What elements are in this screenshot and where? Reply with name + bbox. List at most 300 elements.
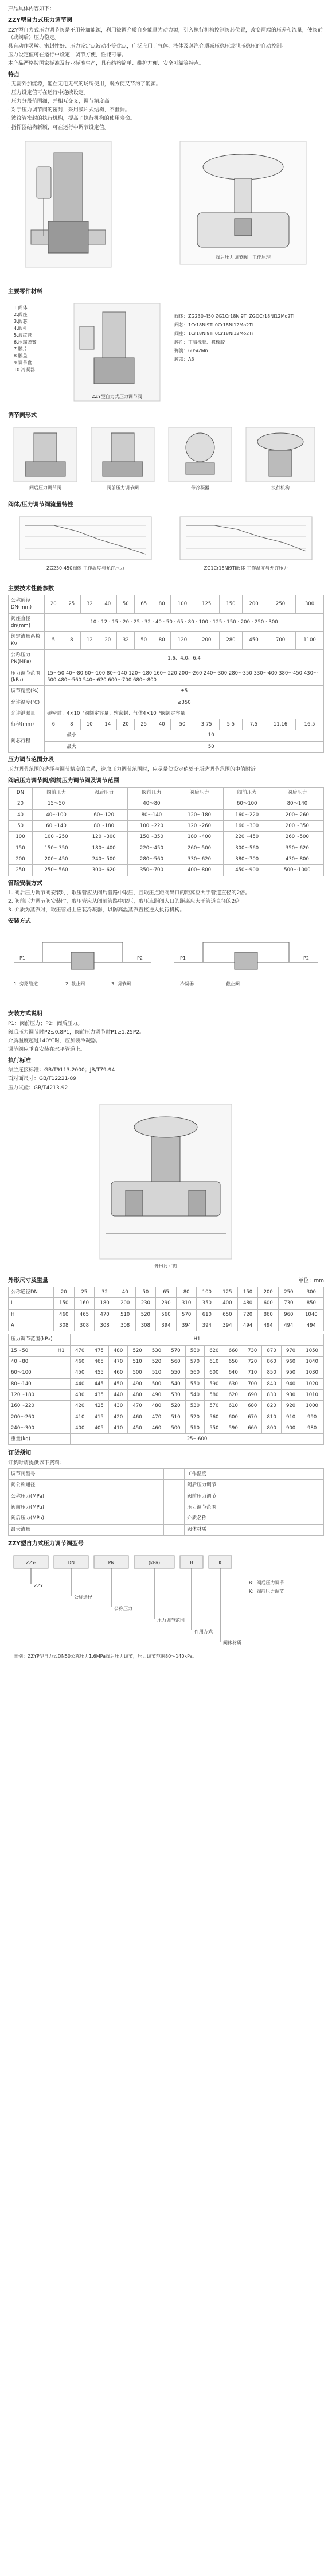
table-row	[9, 1401, 324, 1412]
table-row	[9, 1502, 324, 1513]
table-header: 阀后压力	[271, 788, 323, 798]
standards-title: 执行标准	[8, 1057, 31, 1064]
model-section	[8, 1540, 324, 1666]
table-row	[9, 788, 324, 798]
table-cell: 870	[262, 1345, 281, 1356]
table-cell: 494	[279, 1320, 299, 1331]
dims-table	[8, 1287, 324, 1331]
standard-line: 法兰连接标准：GB/T9113-2000；JB/T79-94	[8, 1067, 115, 1074]
table-cell: 494	[258, 1320, 279, 1331]
table-header: 20	[53, 1287, 74, 1298]
note-line: 3. 介质为蒸汽时，取压管路上应装冷凝器，以防高温蒸汽直接进入执行机构。	[8, 907, 185, 914]
table-cell	[163, 1524, 184, 1535]
variants-figure	[8, 422, 324, 493]
table-cell: 540	[166, 1378, 185, 1389]
table-cell: 560	[205, 1412, 224, 1423]
structure-legend-item: 10.冷凝器	[14, 367, 35, 373]
table-cell: 阀前压力(MPa)	[9, 1502, 164, 1513]
seat-value: 12	[101, 619, 108, 625]
table-cell: 40	[153, 719, 170, 730]
table-cell: 405	[89, 1423, 108, 1433]
table-cell: 530	[185, 1401, 204, 1412]
structure-legend-item: 9.调节盘	[14, 360, 32, 366]
table-cell: 450	[242, 632, 265, 650]
table-row	[9, 708, 324, 719]
feature-item: · 波纹管密封的执行机构，提高了执行机构的使用寿命。	[8, 116, 135, 122]
table-cell: 8	[63, 632, 80, 650]
table-cell: 570	[205, 1401, 224, 1412]
model-label: 公称压力	[114, 1606, 132, 1612]
table-row	[9, 1434, 324, 1445]
model-code: K	[218, 1560, 222, 1566]
table-cell: 200～450	[33, 854, 80, 864]
install-note-line: 介质温度超过140℃时，应加装冷凝器。	[8, 1038, 101, 1044]
table-cell: 540	[185, 1389, 204, 1400]
table-row	[9, 1389, 324, 1400]
table-cell: 650	[217, 1309, 238, 1320]
table-cell: 300～620	[80, 865, 128, 876]
install-valve-right	[235, 952, 257, 969]
model-footer: 示例：ZZYP型自力式DN50公称压力1.6MPa阀后压力调节，压力调节范围80～140kPa。	[14, 1654, 197, 1659]
structure-legend-item: 4.阀杆	[14, 326, 28, 332]
structure-legend-item: 7.膜片	[14, 346, 28, 352]
table-cell: 830	[262, 1389, 281, 1400]
order-section	[8, 1449, 324, 1535]
table-cell: 260～500	[175, 843, 223, 854]
variants-section	[8, 412, 324, 498]
table-cell: 460	[71, 1356, 89, 1367]
table-cell: 420	[71, 1401, 89, 1412]
table-cell: 100～250	[33, 832, 80, 843]
table-cell: 350～620	[271, 843, 323, 854]
table-row	[9, 1491, 324, 1502]
table-cell: 5	[45, 632, 63, 650]
standard-line: 压力试验：GB/T4213-92	[8, 1085, 68, 1091]
table-cell: 430～800	[271, 854, 323, 864]
table-cell: 420	[108, 1412, 127, 1423]
table-cell: 610	[224, 1401, 243, 1412]
table-cell: 160	[74, 1298, 95, 1309]
table-cell: 920	[281, 1401, 300, 1412]
structure-figure	[8, 298, 324, 404]
seat-value: 150	[226, 619, 236, 625]
table-header: 50	[135, 1287, 156, 1298]
table-row	[9, 865, 324, 876]
table-cell: 5.5	[219, 719, 242, 730]
table-row	[9, 1513, 324, 1524]
table-cell	[52, 1423, 71, 1433]
perf-kv-label: 额定流量系数Kv	[9, 632, 45, 650]
table-cell: 475	[89, 1345, 108, 1356]
install-note-line: 调节阀应垂直安装在水平管道上。	[8, 1046, 86, 1053]
table-cell: 60～120	[80, 809, 128, 820]
table-cell: 530	[166, 1389, 185, 1400]
table-cell: 180～400	[175, 832, 223, 843]
table-cell: 490	[147, 1389, 166, 1400]
table-cell: 150	[9, 843, 33, 854]
perf-dn-label: 公称通径DN(mm)	[9, 595, 45, 614]
table-cell	[163, 1491, 184, 1502]
table-cell	[52, 1367, 71, 1378]
standard-line: 面对面尺寸：GB/T12221-89	[8, 1076, 77, 1082]
table-cell: 阀体材质	[185, 1524, 324, 1535]
install-label: P1	[19, 955, 25, 961]
table-cell: 290	[156, 1298, 177, 1309]
table-cell: 80～180	[80, 821, 128, 832]
table-cell: 820	[262, 1401, 281, 1412]
dims-group-label: H1	[71, 1334, 324, 1345]
header-title: 产品具体内容如下：	[8, 6, 55, 12]
features-section	[8, 71, 324, 132]
table-cell: 160～220	[9, 1401, 52, 1412]
table-cell: 80～140	[271, 798, 323, 809]
table-cell: 960	[281, 1356, 300, 1367]
table-cell: 40	[99, 595, 116, 614]
table-cell: 394	[176, 1320, 197, 1331]
table-cell: 380～700	[223, 854, 271, 864]
table-cell: 330～620	[175, 854, 223, 864]
table-cell: 860	[262, 1356, 281, 1367]
table-cell: 310	[176, 1298, 197, 1309]
table-cell: 394	[217, 1320, 238, 1331]
table-cell: 465	[74, 1309, 95, 1320]
perf-range-label: 压力调节范围(kPa)	[9, 668, 45, 686]
table-cell: ≤350	[45, 697, 324, 708]
table-cell: 100～220	[128, 821, 175, 832]
table-cell: 10 · 12 · 15 · 20 · 25 · 32 · 40 · 50 · 65 · 80 · 100 · 125 · 150 · 200 · 250 · 300	[45, 613, 324, 632]
table-row	[9, 798, 324, 809]
table-row	[9, 1309, 324, 1320]
table-cell	[52, 1356, 71, 1367]
table-header: 250	[279, 1287, 299, 1298]
fig1-caption: 阀后压力调节阀 工作原理	[216, 254, 271, 260]
table-cell: 460	[108, 1367, 127, 1378]
model-sample: PN	[108, 1560, 115, 1566]
table-cell: 850	[262, 1367, 281, 1378]
table-header: 公称通径DN	[9, 1287, 54, 1298]
table-cell: 160～220	[223, 809, 271, 820]
table-cell: 308	[95, 1320, 115, 1331]
table-cell: 阀后压力调节	[185, 1480, 324, 1491]
table-cell: 850	[299, 1298, 323, 1309]
table-cell: 15～50	[33, 798, 80, 809]
table-cell: A	[9, 1320, 54, 1331]
model-label: 公称通径	[74, 1595, 92, 1600]
perf-section	[8, 585, 324, 753]
perf-title: 主要技术性能参数	[8, 585, 54, 592]
table-cell: 200～350	[271, 821, 323, 832]
table-cell	[163, 1513, 184, 1524]
structure-legend-item: 6.压缩弹簧	[14, 340, 37, 345]
table-cell: 450～900	[223, 865, 271, 876]
model-code-desc: B：阀后压力调节	[249, 1580, 284, 1586]
seat-value: 125	[213, 619, 222, 625]
table-cell: 16.5	[296, 719, 324, 730]
feature-item: · 指挥器结构新颖，可在运行中调节设定值。	[8, 124, 110, 131]
notes-title: 管路安装方式	[8, 880, 42, 887]
table-cell: 480	[108, 1345, 127, 1356]
intro-title: ZZY型自力式压力调节阀	[8, 17, 72, 24]
table-cell: 520	[135, 1309, 156, 1320]
model-code-desc: K：阀前压力调节	[249, 1589, 284, 1595]
table-cell: 430	[108, 1401, 127, 1412]
variant-label: 执行机构	[271, 485, 290, 491]
table-cell: 260～500	[271, 832, 323, 843]
order-title: 订货须知	[8, 1450, 31, 1457]
table-cell: 1050	[300, 1345, 324, 1356]
structure-caption: ZZY型自力式压力调节阀	[92, 394, 142, 400]
table-header: 200	[258, 1287, 279, 1298]
model-label: ZZY	[34, 1583, 43, 1589]
seat-value: 80	[188, 619, 194, 625]
structure-spec-line: 膜盖：A3	[174, 357, 194, 363]
table-cell: 100	[171, 595, 194, 614]
seat-value: 100	[198, 619, 208, 625]
table-cell: H1	[52, 1345, 71, 1356]
weight-label: 重量(kg)	[9, 1434, 71, 1445]
table-cell: 20	[45, 595, 63, 614]
model-title: ZZY型自力式压力调节阀型号	[8, 1540, 84, 1547]
table-cell: 710	[243, 1367, 261, 1378]
table-cell: 400	[71, 1423, 89, 1433]
structure-legend-item: 1.阀体	[14, 305, 28, 311]
model-label: 阀体材质	[223, 1640, 241, 1646]
table-cell	[163, 1469, 184, 1480]
table-cell: 940	[281, 1378, 300, 1389]
table-row	[9, 741, 324, 752]
table-cell: 980	[300, 1423, 324, 1433]
table-cell: 350～700	[128, 865, 175, 876]
table-cell: 690	[243, 1389, 261, 1400]
table-header: 阀后压力	[80, 788, 128, 798]
table-cell: 445	[89, 1378, 108, 1389]
table-cell: 620	[205, 1345, 224, 1356]
table-cell: 160～300	[223, 821, 271, 832]
seat-value: 50	[166, 619, 173, 625]
intro-section	[8, 17, 324, 68]
header	[8, 6, 324, 13]
table-cell: 630	[224, 1378, 243, 1389]
table-cell: 560	[185, 1367, 204, 1378]
table-cell: 520	[185, 1412, 204, 1423]
table-cell: 700	[243, 1378, 261, 1389]
table-row	[9, 1345, 324, 1356]
table-cell	[175, 798, 223, 809]
table-cell: 470	[95, 1309, 115, 1320]
structure-section	[8, 288, 324, 408]
table-header: 100	[197, 1287, 217, 1298]
table-header: 阀前压力	[223, 788, 271, 798]
intro-line: 本产品严格按国家标准及行业标准生产，具有结构简单、维护方便、安全可靠等特点。	[8, 60, 205, 67]
install-label: P1	[180, 955, 186, 961]
table-row	[9, 1367, 324, 1378]
seat-value: 20	[123, 619, 129, 625]
table-cell: 120～300	[80, 832, 128, 843]
table-cell	[52, 1389, 71, 1400]
table-cell: 80～140	[9, 1378, 52, 1389]
table-row	[9, 832, 324, 843]
perf-accuracy-label: 调节精度(%)	[9, 686, 45, 697]
table-cell: 455	[89, 1367, 108, 1378]
seat-value: 10	[90, 619, 97, 625]
table-cell: 394	[197, 1320, 217, 1331]
table-cell: 阀前压力调节	[185, 1491, 324, 1502]
table-cell: 800	[262, 1423, 281, 1433]
table-cell	[52, 1378, 71, 1389]
table-cell: 600	[258, 1298, 279, 1309]
table-cell: 394	[156, 1320, 177, 1331]
table-cell: 6	[45, 719, 63, 730]
table-cell: 1010	[300, 1389, 324, 1400]
table-cell: 250	[9, 865, 33, 876]
table-cell: 50	[9, 821, 33, 832]
table-cell: 840	[262, 1378, 281, 1389]
table-cell: 1000	[300, 1401, 324, 1412]
table-header: DN	[9, 788, 33, 798]
table-cell: 3.75	[194, 719, 219, 730]
table-cell: 500	[147, 1378, 166, 1389]
table-cell: 480	[147, 1401, 166, 1412]
table-cell: H	[9, 1309, 54, 1320]
table-cell: 80	[153, 632, 170, 650]
table-cell: 500	[128, 1367, 147, 1378]
table-cell: 560	[156, 1309, 177, 1320]
table-header: 25	[74, 1287, 95, 1298]
table-cell: 550	[166, 1367, 185, 1378]
install-label: P2	[303, 955, 309, 961]
install-section	[8, 918, 324, 1007]
perf-leak-label: 允许泄漏量	[9, 708, 45, 719]
table-cell: 500	[166, 1423, 185, 1433]
table-cell: 308	[74, 1320, 95, 1331]
table-cell: 730	[243, 1345, 261, 1356]
table-cell: 470	[71, 1345, 89, 1356]
table-cell: 50	[135, 632, 153, 650]
install-caption: 1. 旁路管道	[14, 981, 38, 987]
table-row	[9, 632, 324, 650]
model-sample: (kPa)	[148, 1560, 161, 1566]
structure-spec-line: 膜片：丁腈橡胶、氟橡胶	[174, 340, 225, 345]
table-cell: 460	[147, 1423, 166, 1433]
order-table	[8, 1468, 324, 1536]
table-cell	[52, 1401, 71, 1412]
table-cell: 压力调节范围	[185, 1502, 324, 1513]
table-row	[9, 821, 324, 832]
note-line: 2. 阀前压力调节阀安装时，取压管应从阀前管路中取压，取压点距阀入口的距离应大于管道直径的2倍。	[8, 899, 245, 905]
table-cell: 300	[296, 595, 324, 614]
table-header: 300	[299, 1287, 323, 1298]
weight-value: 25～600	[71, 1434, 324, 1445]
table-cell: 60～100	[223, 798, 271, 809]
table-cell: 32	[81, 595, 99, 614]
table-cell: 510	[185, 1423, 204, 1433]
table-cell: 570	[185, 1356, 204, 1367]
table-row	[9, 1480, 324, 1491]
seat-value: 200	[240, 619, 250, 625]
table-row	[9, 697, 324, 708]
table-cell: 490	[128, 1378, 147, 1389]
perf-pn-label: 公称压力PN(MPa)	[9, 649, 45, 668]
table-cell: 620	[224, 1389, 243, 1400]
table-cell: 440	[71, 1378, 89, 1389]
feature-item: · 压力设定值可在运行中连续设定。	[8, 90, 89, 96]
table-cell: 640	[224, 1367, 243, 1378]
table-header: 150	[237, 1287, 258, 1298]
seat-value: 15	[112, 619, 119, 625]
install-label: 截止阀	[226, 981, 240, 987]
selection-table-title: 阀后压力调节阀/阀前压力调节阀及调节范围	[8, 777, 119, 784]
table-header: 40	[115, 1287, 135, 1298]
table-cell: 660	[243, 1423, 261, 1433]
selection-note: 压力调节范围的选择与调节精度的关系，选取压力调节范围时，应尽量使设定值处于所选调节范围的中值附近。	[8, 766, 261, 773]
table-cell: 590	[224, 1423, 243, 1433]
table-cell: 150	[53, 1298, 74, 1309]
table-cell: 1040	[299, 1309, 323, 1320]
dims-section	[8, 1273, 324, 1445]
feature-item: · 无需外加能源，能在无电无气的场所使用，既方便又节约了能源。	[8, 81, 161, 88]
structure-spec-line: 阀体：ZG230-450 ZG1Cr18Ni9Ti ZGOCr18Ni12Mo2Ti	[174, 314, 295, 319]
install-note-line: 阀后压力调节时P2≤0.8P1，阀前压力调节时P1≥1.25P2。	[8, 1029, 145, 1035]
table-cell: ±5	[45, 686, 324, 697]
valve-principle-figure	[8, 135, 324, 285]
seat-value: 25	[134, 619, 140, 625]
table-row	[9, 613, 324, 632]
table-row	[9, 649, 324, 668]
model-label: 作用方式	[194, 1629, 213, 1635]
table-row	[9, 595, 324, 614]
table-cell	[80, 798, 128, 809]
table-cell: 308	[115, 1320, 135, 1331]
table-cell: 240～500	[80, 854, 128, 864]
install-note-line: P1：阀前压力；P2：阀后压力。	[8, 1020, 83, 1027]
table-cell: 120	[171, 632, 194, 650]
table-cell: 400	[217, 1298, 238, 1309]
model-sample: ZZY-	[26, 1560, 36, 1566]
table-cell: 415	[89, 1412, 108, 1423]
table-cell: 调节阀型号	[9, 1469, 164, 1480]
table-cell: 570	[166, 1345, 185, 1356]
table-header: 阀前压力	[33, 788, 80, 798]
table-cell: 80	[153, 595, 170, 614]
table-row	[9, 730, 324, 741]
table-row	[9, 1334, 324, 1345]
table-row	[9, 1423, 324, 1433]
table-cell: 1100	[296, 632, 324, 650]
table-cell: 65	[135, 595, 153, 614]
table-cell: 7.5	[242, 719, 265, 730]
table-header: 阀后压力	[175, 788, 223, 798]
structure-spec-line: 阀芯：1Cr18Ni9Ti 0Cr18Ni12Mo2Ti	[174, 322, 253, 328]
table-cell: 200	[115, 1298, 135, 1309]
table-cell: 50	[171, 719, 194, 730]
table-cell: 494	[237, 1320, 258, 1331]
perf-lift-label: 阀芯行程	[9, 730, 45, 753]
model-code: B	[190, 1560, 193, 1566]
seat-value: 65	[177, 619, 183, 625]
table-cell: 11.16	[265, 719, 296, 730]
install-notes-title: 安装方式说明	[8, 1011, 42, 1018]
table-cell: 280～560	[128, 854, 175, 864]
install-label: 冷凝器	[180, 981, 194, 987]
dim-figure-section	[8, 1096, 324, 1273]
table-cell: 460	[53, 1309, 74, 1320]
table-cell: 60～140	[33, 821, 80, 832]
table-header: 阀前压力	[128, 788, 175, 798]
table-cell: 80～140	[128, 809, 175, 820]
dims-title: 外形尺寸及重量	[8, 1277, 48, 1284]
table-cell: 510	[128, 1356, 147, 1367]
table-cell: 250	[265, 595, 296, 614]
